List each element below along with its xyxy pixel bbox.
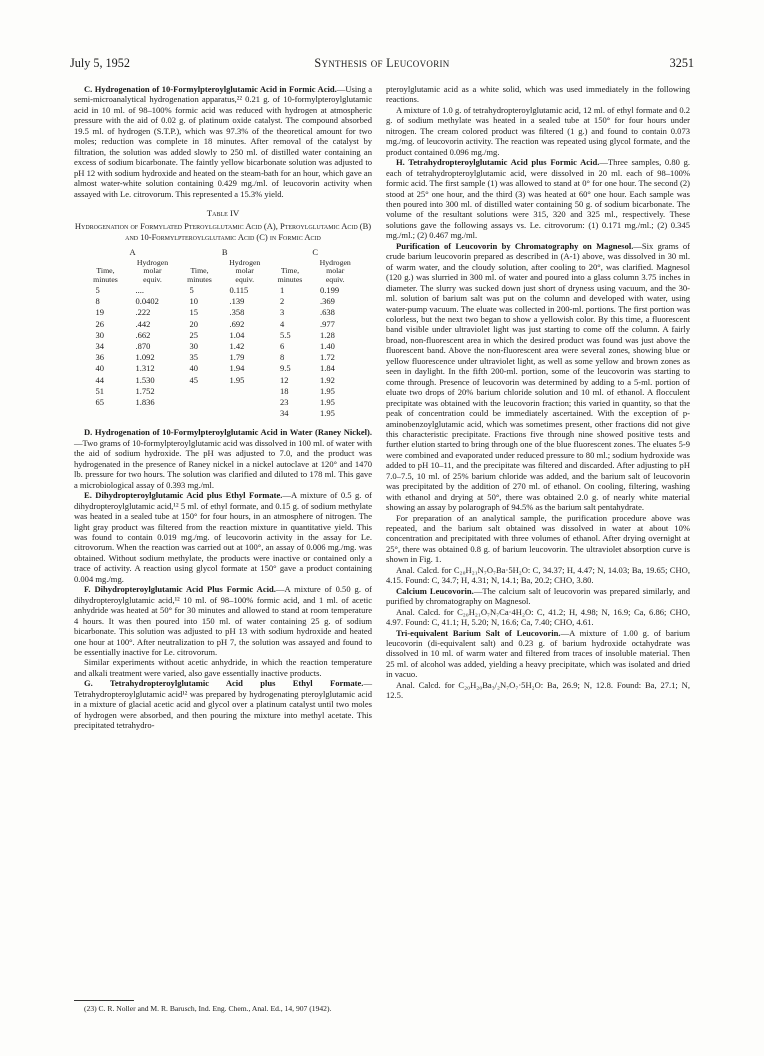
analysis-tri-equivalent: Anal. Calcd. for C₂₀H₂₀Ba₃/₂N₇O₇·5H₂O: Ba, 26.9; N, 12.8. Found: Ba, 27.1; N, 12.5. [386,679,690,701]
table-cell [220,408,270,419]
table-column-header [125,259,179,285]
table-cell: 8 [95,296,100,307]
table-cell: 1.530 [135,374,155,385]
table-cell: 1.72 [319,352,335,363]
section-h [386,157,690,241]
section-purification-heading: Purification of Leucovorin by Chromatography on Magnesol. [396,240,634,251]
table-cell: .442 [135,318,151,329]
table-column-header-line: molar [143,266,162,276]
table-column-header-line: molar [235,266,254,276]
data-table [86,247,361,419]
table-cell: 12 [279,374,289,385]
table-column-header [86,259,126,285]
table-column-header-line: Hydrogen [229,257,261,267]
table-cell: 5 [95,285,100,296]
table-row [86,352,361,363]
table-cell: 1.92 [319,374,335,385]
section-c-body: —Using a semi-microanalytical hydrogenation apparatus,²² 0.21 g. of 10-formylpteroylglutamic acid in 10 ml. of 98–100% formic acid was reduced with hydrogen at atmospheric pressure with the aid of 0.02 g. of platinum oxide catalyst. The compound absorbed 19.5 ml. of hydrogen (S.T.P.), which was 97.3% of the theoretical amount for two moles; reduction was complete in 18 minutes. After removal of the catalyst by filtration, the solution was added slowly to 250 ml. of distilled water containing an excess of sodium bicarbonate. The faintly yellow bicarbonate solution was adjusted to pH 12 with sodium hydroxide and heated on the steam-bath for an hour, which gave an almost water-white solution containing 0.429 mg./ml. of leucovorin activity when assayed with Le. citrovorum. This represented a 15.3% yield. [74,84,373,199]
section-e-body: —A mixture of 0.5 g. of dihydropteroylglutamic acid,¹² 5 ml. of ethyl formate, and 0.15 g. of sodium methylate was heated in a sealed tube at 150° for four hours, in an atmosphere of nitrogen. The light gray product was filtered from the reaction mixture in quantitative yield. This was found to contain 0.019 mg./mg. of leucovorin activity in the assay for Le. citrovorum. When the reaction was carried out at 100°, an assay of 0.006 mg./mg. was obtained. Without sodium methylate, the products were inactive or contained only a trace of activity. A reaction using glycol formate at 150° gave a product containing 0.004 mg./mg. [74,490,372,584]
table-row [86,307,361,318]
table-cell: .638 [319,307,335,318]
header-date: July 5, 1952 [70,56,130,70]
table-header-row [86,259,361,285]
table-caption: Table IV [206,207,240,218]
page-number: 3251 [669,56,694,70]
table-row [86,296,361,307]
table-column-header [180,259,220,285]
table-cell: 1.04 [229,329,245,340]
table-column-header [270,259,310,285]
table-cell: 51 [95,385,104,396]
table-cell [220,397,270,408]
table-cell: 1.836 [135,397,155,408]
header-title: Synthesis of Leucovorin [314,56,450,70]
table-cell: .139 [229,296,245,307]
section-c-heading: C. Hydrogenation of 10-Formylpteroylglutamic Acid in Formic Acid. [84,84,337,94]
table-cell: 1.42 [229,341,245,352]
table-cell: 1.95 [319,385,335,396]
table-column-header-line: minutes [187,275,212,285]
table-row [86,319,361,330]
section-purification [386,241,690,513]
table-cell: 1.95 [229,374,245,385]
section-h-heading: H. Tetrahydropteroylglutamic Acid plus Formic Acid. [396,157,600,168]
table-cell: 1.94 [229,363,245,374]
table-cell: 0.0402 [135,296,159,307]
table-cell [180,386,220,397]
table-cell [86,408,126,419]
table-column-header-line: molar [326,266,345,276]
table-row [86,397,361,408]
table-cell: 6 [279,341,285,352]
table-row [86,341,361,352]
section-f [74,584,372,657]
table-cell: 40 [95,363,104,374]
paragraph-tetrahydro-ethyl-formate: A mixture of 1.0 g. of tetrahydropteroylglutamic acid, 12 ml. of ethyl formate and 0.2 g. of sodium methylate was heated in a sealed tube at 150° for four hours under nitrogen. The cream colored product was filtered (1 g.) and found to contain 0.073 mg./mg. of leucovorin activity. The reaction was repeated using glycol formate, and the product contained 0.096 mg./mg. [386,104,690,157]
table-column-header-line: Hydrogen [136,257,169,267]
table-cell: 5 [189,285,194,296]
section-calcium-body: —The calcium salt of leucovorin was prepared similarly, and purified by chromatography on Magnesol. [386,585,691,607]
table-column-header-line: equiv. [235,275,255,285]
left-column [74,84,372,731]
section-tri-equivalent [386,628,690,680]
table-cell: .... [135,285,144,296]
table-cell: 1.84 [319,363,335,374]
analysis-barium: Anal. Calcd. for C₂₀H₂₁N₇O₇Ba·5H₂O: C, 34.37; H, 4.47; N, 14.03; Ba, 19.65; CHO, 4.15. Found: C, 34.7; H, 4.31; N, 14.1; Ba, 20.2; CHO, 3.80. [386,564,690,586]
table-group-label: B [221,247,228,258]
table-cell: 18 [279,385,289,396]
right-column [386,84,690,701]
table-cell: 1.95 [319,408,335,419]
table-cell [180,408,220,419]
table-cell: 2 [279,296,285,307]
table-group-label: C [312,247,319,258]
table-cell: 23 [279,397,289,408]
section-f-paragraph-2: Similar experiments without acetic anhydride, in which the reaction temperature and alkali treatment were varied, also gave essentially inactive products. [74,657,372,678]
section-g-heading: G. Tetrahydropteroylglutamic Acid plus Ethyl Formate. [84,678,364,689]
section-tri-equivalent-body: —A mixture of 1.00 g. of barium leucovorin (di-equivalent salt) and 0.23 g. of barium hydroxide octahydrate was dissolved in 10 ml. of warm water and filtered from traces of insoluble material. Then 25 ml. of alcohol was added, yielding a heavy precipitate, which was isolated and dried in vacuo. [386,627,691,680]
footnote-23: (23) C. R. Noller and M. R. Barusch, Ind. Eng. Chem., Anal. Ed., 14, 907 (1942). [84,1004,332,1013]
analysis-calcium: Anal. Calcd. for C₂₀H₂₁O₇N₇Ca·4H₂O: C, 41.2; H, 4.98; N, 16.9; Ca, 6.86; CHO, 4.97. Found: C, 41.1; H, 5.20; N, 16.6; Ca, 7.40; CHO, 4.61. [386,606,690,628]
section-e-heading: E. Dihydropteroylglutamic Acid plus Ethyl Formate. [84,490,283,501]
section-d [74,427,372,490]
table-cell: 15 [189,307,199,318]
table-cell: 4 [279,318,285,329]
footnote-rule [74,1000,134,1001]
table-group-row [86,247,361,258]
table-cell [180,397,220,408]
table-cell: 34 [95,341,104,352]
section-e [74,490,372,584]
table-cell: .662 [135,329,151,340]
section-h-body: —Three samples, 0.80 g. each of tetrahydropteroylglutamic acid, were dissolved in 20 ml. each of 98–100% formic acid. The first sample (1) was allowed to stand at 0° for one hour. The second (2) stood at 25° one hour, and the third (3) was heated at 60° one hour. Each sample was then poured into 300 ml. of distilled water containing 50 g. of sodium bicarbonate. The volume of the resultant solutions were 315, 320 and 325 ml., respectively. These solutions gave the following assays vs. Le. citrovorum: (1) 0.171 mg./ml.; (2) 0.345 mg./ml.; (2) 0.467 mg./ml. [386,157,690,241]
table-row [86,386,361,397]
table-cell: 30 [95,329,104,340]
table-cell: .870 [135,341,151,352]
table-cell: 1 [279,285,285,296]
table-cell: 10 [189,296,199,307]
section-c [74,84,372,199]
table-cell: 1.79 [229,352,245,363]
table-row [86,285,361,296]
table-cell: 8 [279,352,285,363]
table-cell [220,386,270,397]
section-g [74,678,372,730]
section-g-body: —Tetrahydropteroylglutamic acid¹² was prepared by hydrogenating pteroylglutamic acid in a mixture of glacial acetic acid and glycol over a platinum catalyst until two moles of hydrogen were absorbed, and then pouring the mixture into methyl acetate. This precipitated tetrahydro- [74,678,372,731]
table-cell: 1.40 [319,341,335,352]
table-cell: .692 [229,318,245,329]
table-row [86,363,361,374]
table-column-header-line: Hydrogen [319,257,351,267]
table-column-header-line: equiv. [325,275,345,285]
table-cell: 34 [279,408,289,419]
table-cell: 44 [95,374,104,385]
table-cell: 26 [95,318,104,329]
table-cell: .369 [319,296,335,307]
table-cell: 20 [189,318,199,329]
running-header [70,56,694,72]
table-cell: 45 [189,374,199,385]
paragraph-continued: pteroylglutamic acid as a white solid, which was used immediately in the following reactions. [386,84,690,105]
table-cell: 9.5 [279,363,291,374]
table-cell: 0.115 [229,285,249,296]
section-f-body: —A mixture of 0.50 g. of dihydropteroylglutamic acid,¹² 10 ml. of 98–100% formic acid, and 1 ml. of acetic anhydride was heated at 50° for 30 minutes and allowed to stand at room temperature 4 hours. It was then poured into 150 ml. of water containing 25 g. of sodium bicarbonate. This solution was adjusted to pH 13 with sodium hydroxide and heated one hour at 100°. After neutralization to pH 7, the solution was assayed and found to be essentially inactive for Le. citrovorum. [74,584,373,657]
section-purification-body: —Six grams of crude barium leucovorin prepared as described in (A-1) above, was dissolved in 30 ml. of warm water, and the cloudy solution, after cooling to 20°, was clarified. Magnesol (120 g.) was slurried in 300 ml. of water and poured into a glass column 3.75 inches in diameter. The slurry was sucked down just short of dryness using vacuum, and the 30-ml. solution of barium salt was put on the column and developed with water, using water-pump vacuum. The eluate was collected in 200-ml. portions. The first portion was colorless, but the next two began to show a yellowish color. By this time, a fluorescent band visible under ultraviolet light was just starting to come off the column. A fairly broad, non-fluorescent area in which the desired product was found was just above the fluorescent band. Above the non-fluorescent area were several zones, showing blue or yellow fluorescence under ultraviolet light, as well as some yellow and brown zones as seen in daylight. In the fifth 200-ml. portion, some of the leucovorin was starting to come through. Presence of leucovorin was determined by adding to a 5-ml. portion of eluate two drops of 20% barium chloride solution and 10 ml. of ethanol. A flocculent precipitate was obtained with the leucovorin fraction; this varied in quantity, so that the peak of concentration could be immediately ascertained. With the exception of p-aminobenzoylglutamic acid, which was sometimes present, other fractions did not give this characteristic precipitate. Fractions five through nine showed positive tests and further elution started to bring through one of the blue fluorescent zones. The eluates 5-9 were combined and evaporated under reduced pressure to 80 ml.; sodium hydroxide was added to pH 10–11, and the precipitate was filtered and discarded. After adjusting to pH 7.0–7.5, 10 ml. of 25% barium chloride was added, and the barium salt of leucovorin was precipitated by the addition of 270 ml. of ethanol. On cooling, filtering, washing with ethanol and drying at 50°, there was obtained 2.0 g. of nearly white material showing an assay by polarograph of 94.5% as the barium salt pentahydrate. [386,240,690,513]
table-cell: .222 [135,307,151,318]
table-cell: 1.28 [319,329,335,340]
table-title: Hydrogenation of Formylated Pteroylglutamic Acid (A), Pteroylglutamic Acid (B) and 10-Formylpteroylglutamic Acid (C) in Formic Acid [74,221,372,243]
table-column-header [310,259,361,285]
table-cell: 1.312 [135,363,155,374]
table-cell: .358 [229,307,245,318]
section-calcium [386,586,690,607]
table-cell: 0.199 [319,285,340,296]
table-cell: 25 [189,329,199,340]
table-cell: 3 [279,307,285,318]
table-cell [125,408,179,419]
section-f-heading: F. Dihydropteroylglutamic Acid Plus Formic Acid. [84,584,276,595]
table-column-header-line: minutes [93,275,118,285]
section-d-heading: D. Hydrogenation of 10-Formylpteroylglutamic Acid in Water (Raney Nickel). [84,427,372,438]
table-row [86,375,361,386]
table-cell: 1.95 [319,397,335,408]
table-cell: 30 [189,341,199,352]
table-cell: 19 [95,307,104,318]
footnote [74,1000,372,1013]
table-group-label: A [129,247,136,258]
table-row [86,330,361,341]
table-column-header [220,259,270,285]
table-cell: 36 [95,352,104,363]
table-column-header-line: minutes [277,275,303,285]
table-column-header-line: Time, [190,266,209,276]
table-cell: 5.5 [279,329,291,340]
section-d-body: —Two grams of 10-formylpteroylglutamic acid was dissolved in 100 ml. of water with the aid of sodium hydroxide. The pH was adjusted to 7.0, and the product was hydrogenated in the presence of Raney nickel in a nickel autoclave at 120° and 1470 lb. pressure for two hours. The solution was clarified and diluted to 178 ml. This gave a microbiological assay of 0.393 mg./ml. [74,437,372,490]
table-cell: 65 [95,397,104,408]
table-cell: .977 [319,318,335,329]
table-cell: 40 [189,363,199,374]
paragraph-analytical-sample: For preparation of an analytical sample, the purification procedure above was repeated, and the barium salt obtained was dissolved in water at about 10% concentration and precipitated with three volumes of ethanol. After drying overnight at 25°, there was obtained 0.8 g. of barium leucovorin. The ultraviolet absorption curve is shown in Fig. 1. [386,512,690,565]
section-calcium-heading: Calcium Leucovorin. [396,585,474,596]
table-column-header-line: Time, [96,266,115,276]
table-cell: 1.092 [135,352,155,363]
section-tri-equivalent-heading: Tri-equivalent Barium Salt of Leucovorin. [396,627,561,638]
table-column-header-line: equiv. [143,275,162,285]
table-cell: 1.752 [135,385,155,396]
table-column-header-line: Time, [280,266,300,276]
table-row [86,408,361,419]
table-cell: 35 [189,352,199,363]
